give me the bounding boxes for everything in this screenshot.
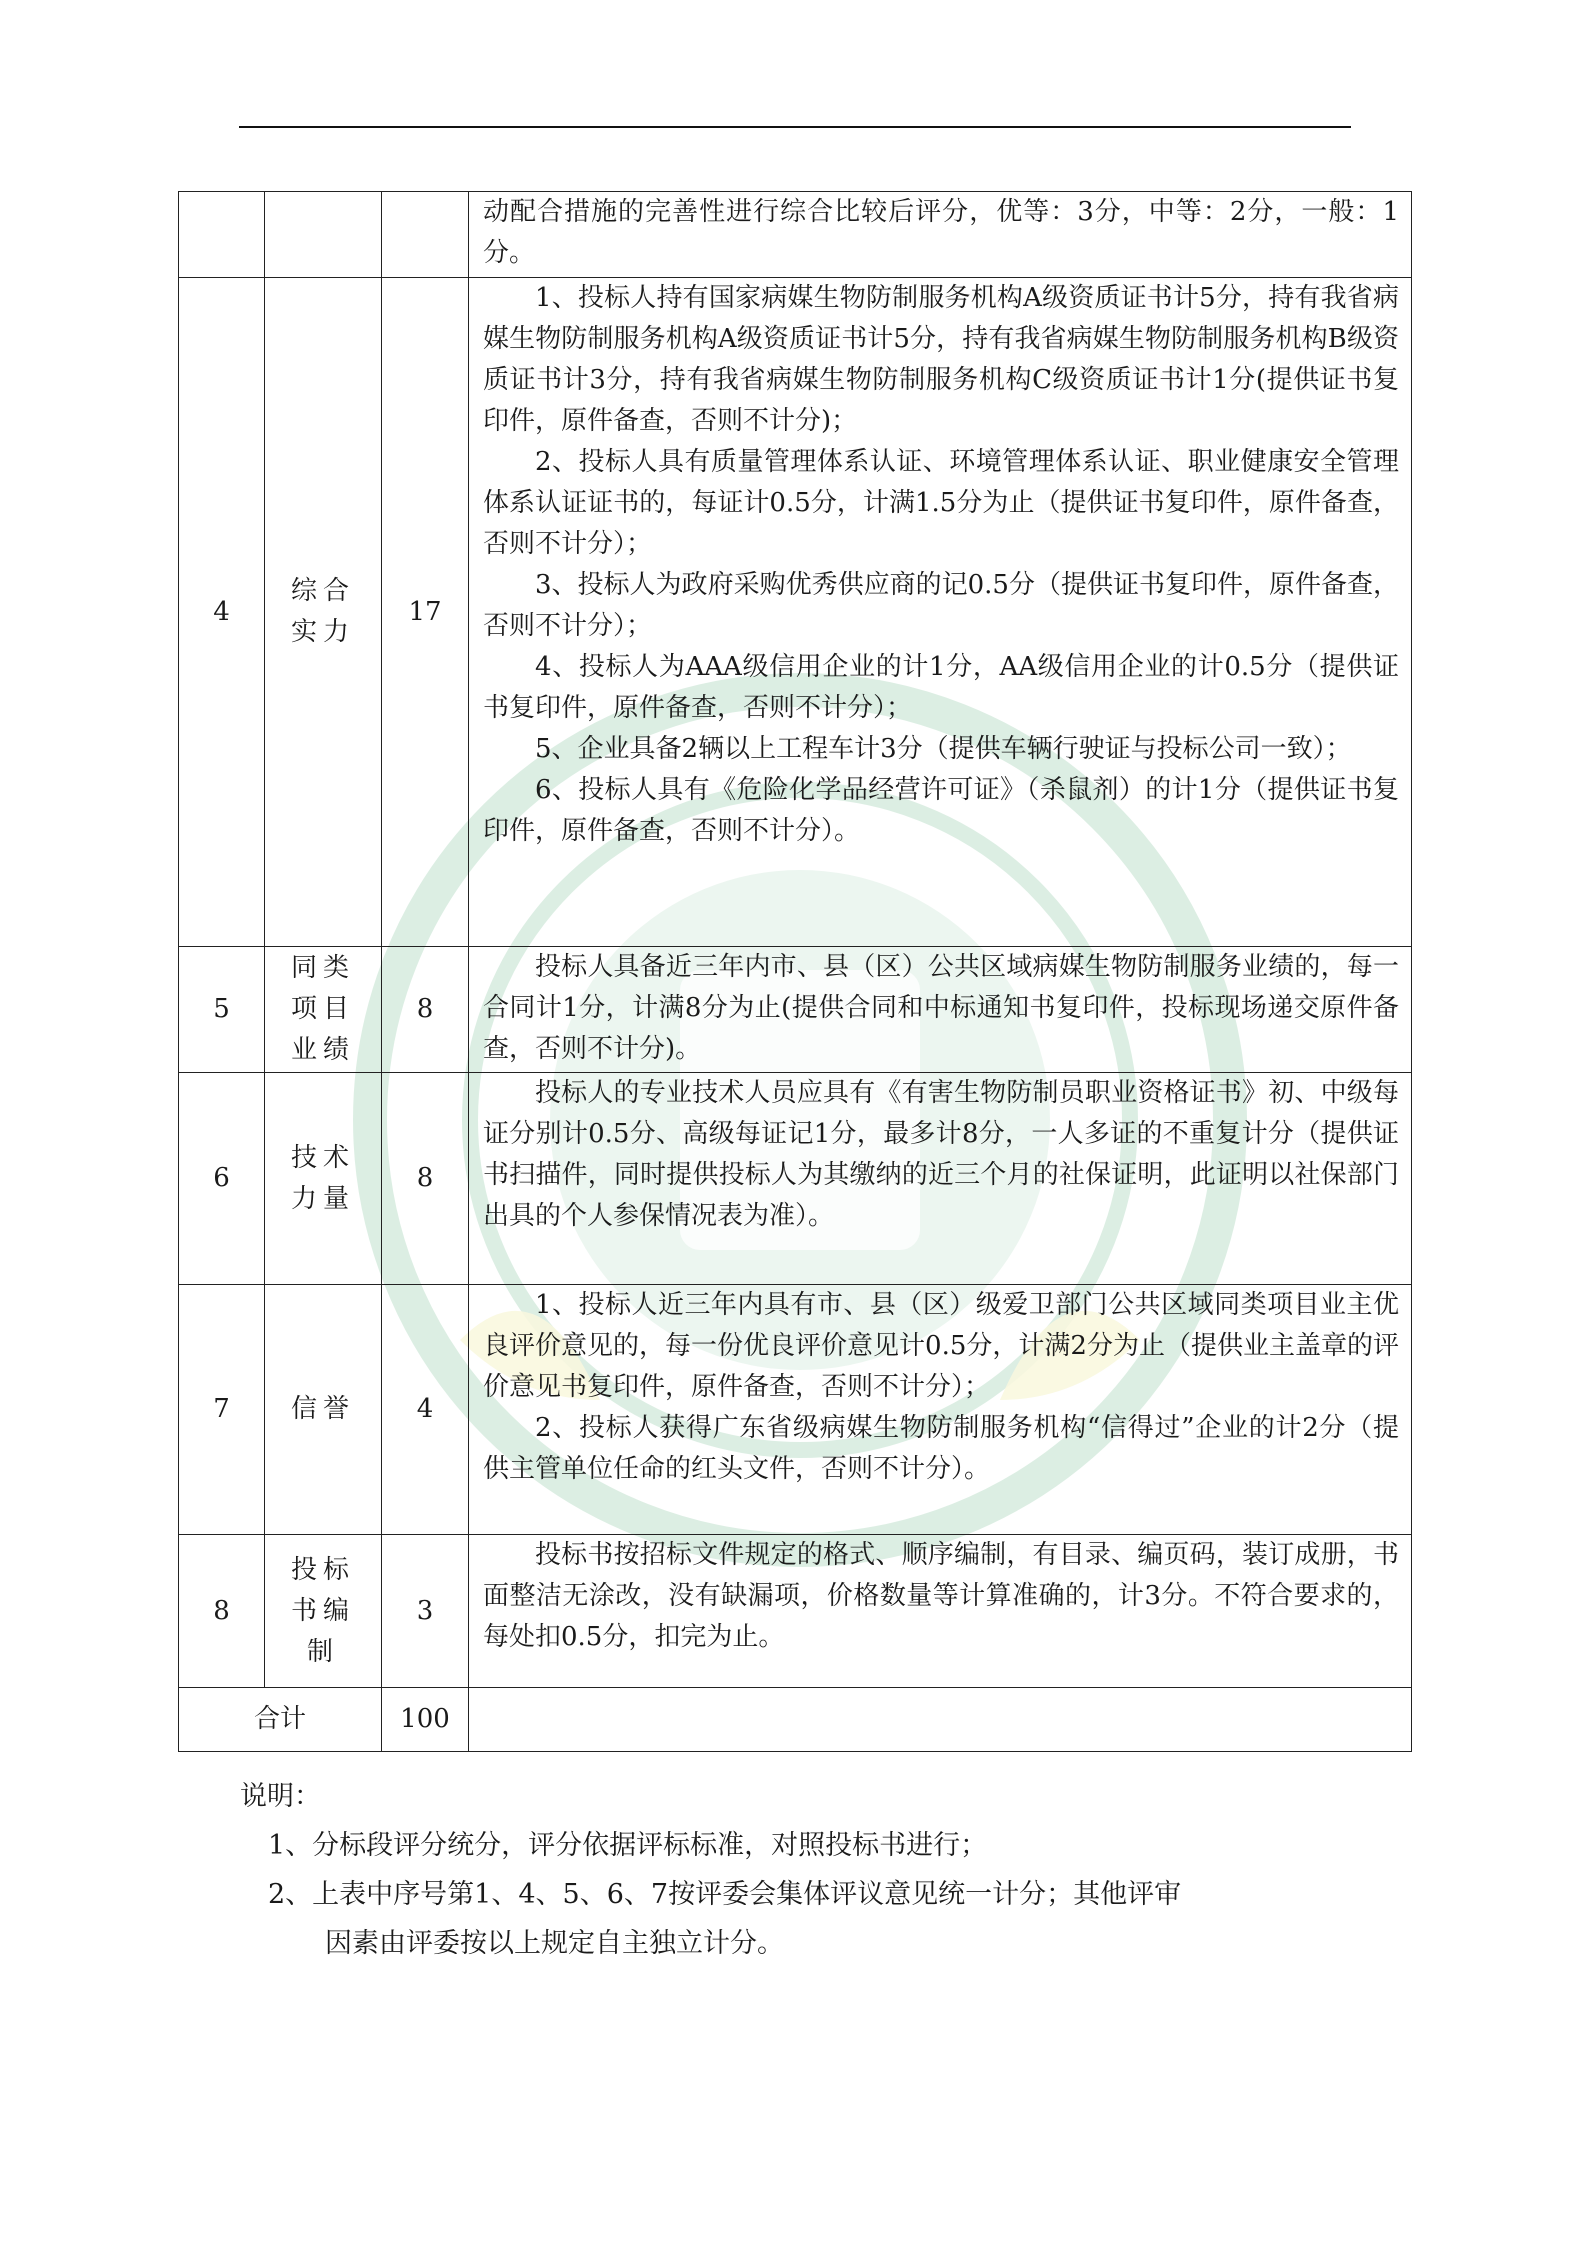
notes-title: 说明： xyxy=(240,1781,321,1812)
points-cell xyxy=(382,192,469,278)
total-label: 合计 xyxy=(179,1688,382,1752)
row-number-cell: 6 xyxy=(179,1073,265,1285)
points-cell: 17 xyxy=(382,278,469,947)
criteria-cell xyxy=(469,1285,1412,1535)
note-item: 2、上表中序号第1、4、5、6、7按评委会集体评议意见统一计分；其他评审 xyxy=(268,1879,1182,1910)
note-item: 1、分标段评分统分，评分依据评标标准，对照投标书进行； xyxy=(268,1830,988,1861)
criteria-paragraph: 动配合措施的完善性进行综合比较后评分，优等：3分，中等：2分，一般：1分。 xyxy=(483,197,1399,268)
points-cell: 3 xyxy=(382,1535,469,1688)
item-cell xyxy=(265,1285,382,1535)
criteria-paragraph: 4、投标人为AAA级信用企业的计1分，AA级信用企业的计0.5分（提供证书复印件，原件备查，否则不计分）； xyxy=(483,652,1399,723)
header-rule xyxy=(239,126,1351,128)
criteria-paragraph: 3、投标人为政府采购优秀供应商的记0.5分（提供证书复印件，原件备查，否则不计分）； xyxy=(483,570,1399,641)
total-points: 100 xyxy=(382,1688,469,1752)
criteria-paragraph: 1、投标人持有国家病媒生物防制服务机构A级资质证书计5分，持有我省病媒生物防制服务机构A级资质证书计5分，持有我省病媒生物防制服务机构B级资质证书计3分，持有我省病媒生物防制服务机构C级资质证书计1分(提供证书复印件，原件备查，否则不计分)； xyxy=(483,283,1399,436)
criteria-cell xyxy=(469,278,1412,947)
table-row xyxy=(179,947,1412,1073)
notes-section xyxy=(240,1776,1380,1964)
item-cell xyxy=(265,192,382,278)
criteria-paragraph: 投标人具备近三年内市、县（区）公共区域病媒生物防制服务业绩的，每一合同计1分，计满8分为止(提供合同和中标通知书复印件，投标现场递交原件备查，否则不计分)。 xyxy=(483,952,1399,1064)
criteria-cell xyxy=(469,1688,1412,1752)
criteria-paragraph: 5、企业具备2辆以上工程车计3分（提供车辆行驶证与投标公司一致）； xyxy=(535,734,1352,764)
criteria-paragraph: 2、投标人具有质量管理体系认证、环境管理体系认证、职业健康安全管理体系认证证书的，每证计0.5分，计满1.5分为止（提供证书复印件，原件备查，否则不计分）； xyxy=(483,447,1399,559)
row-number-cell: 5 xyxy=(179,947,265,1073)
criteria-paragraph: 2、投标人获得广东省级病媒生物防制服务机构“信得过”企业的计2分（提供主管单位任命的红头文件，否则不计分）。 xyxy=(483,1413,1399,1484)
table-row xyxy=(179,278,1412,947)
table-row xyxy=(179,192,1412,278)
criteria-cell xyxy=(469,192,1412,278)
scoring-table xyxy=(178,191,1412,1752)
points-cell: 8 xyxy=(382,1073,469,1285)
criteria-cell xyxy=(469,1073,1412,1285)
item-label: 技术力量 xyxy=(291,1142,356,1214)
points-cell: 8 xyxy=(382,947,469,1073)
points-cell: 4 xyxy=(382,1285,469,1535)
row-number-cell: 7 xyxy=(179,1285,265,1535)
row-number-cell: 8 xyxy=(179,1535,265,1688)
table-row xyxy=(179,1285,1412,1535)
total-row xyxy=(179,1688,1412,1752)
criteria-paragraph: 6、投标人具有《危险化学品经营许可证》（杀鼠剂）的计1分（提供证书复印件，原件备查，否则不计分）。 xyxy=(483,775,1399,846)
row-number-cell: 4 xyxy=(179,278,265,947)
table-row xyxy=(179,1073,1412,1285)
criteria-cell xyxy=(469,1535,1412,1688)
item-label: 信誉 xyxy=(291,1394,356,1424)
item-label: 同类项目业绩 xyxy=(291,953,356,1065)
note-item-continuation: 因素由评委按以上规定自主独立计分。 xyxy=(325,1928,784,1959)
row-number-cell xyxy=(179,192,265,278)
table-row xyxy=(179,1535,1412,1688)
item-label: 投标书编制 xyxy=(291,1554,356,1667)
criteria-paragraph: 投标人的专业技术人员应具有《有害生物防制员职业资格证书》初、中级每证分别计0.5分、高级每证记1分，最多计8分，一人多证的不重复计分（提供证书扫描件，同时提供投标人为其缴纳的近三个月的社保证明，此证明以社保部门出具的个人参保情况表为准）。 xyxy=(483,1078,1399,1231)
item-cell xyxy=(265,1073,382,1285)
item-cell xyxy=(265,278,382,947)
item-cell xyxy=(265,947,382,1073)
item-label: 综合实力 xyxy=(291,576,356,647)
criteria-paragraph: 1、投标人近三年内具有市、县（区）级爱卫部门公共区域同类项目业主优良评价意见的，每一份优良评价意见计0.5分，计满2分为止（提供业主盖章的评价意见书复印件，原件备查，否则不计分）； xyxy=(483,1290,1399,1402)
criteria-paragraph: 投标书按招标文件规定的格式、顺序编制，有目录、编页码，装订成册，书面整洁无涂改，没有缺漏项，价格数量等计算准确的，计3分。不符合要求的，每处扣0.5分，扣完为止。 xyxy=(483,1540,1399,1652)
item-cell xyxy=(265,1535,382,1688)
criteria-cell xyxy=(469,947,1412,1073)
